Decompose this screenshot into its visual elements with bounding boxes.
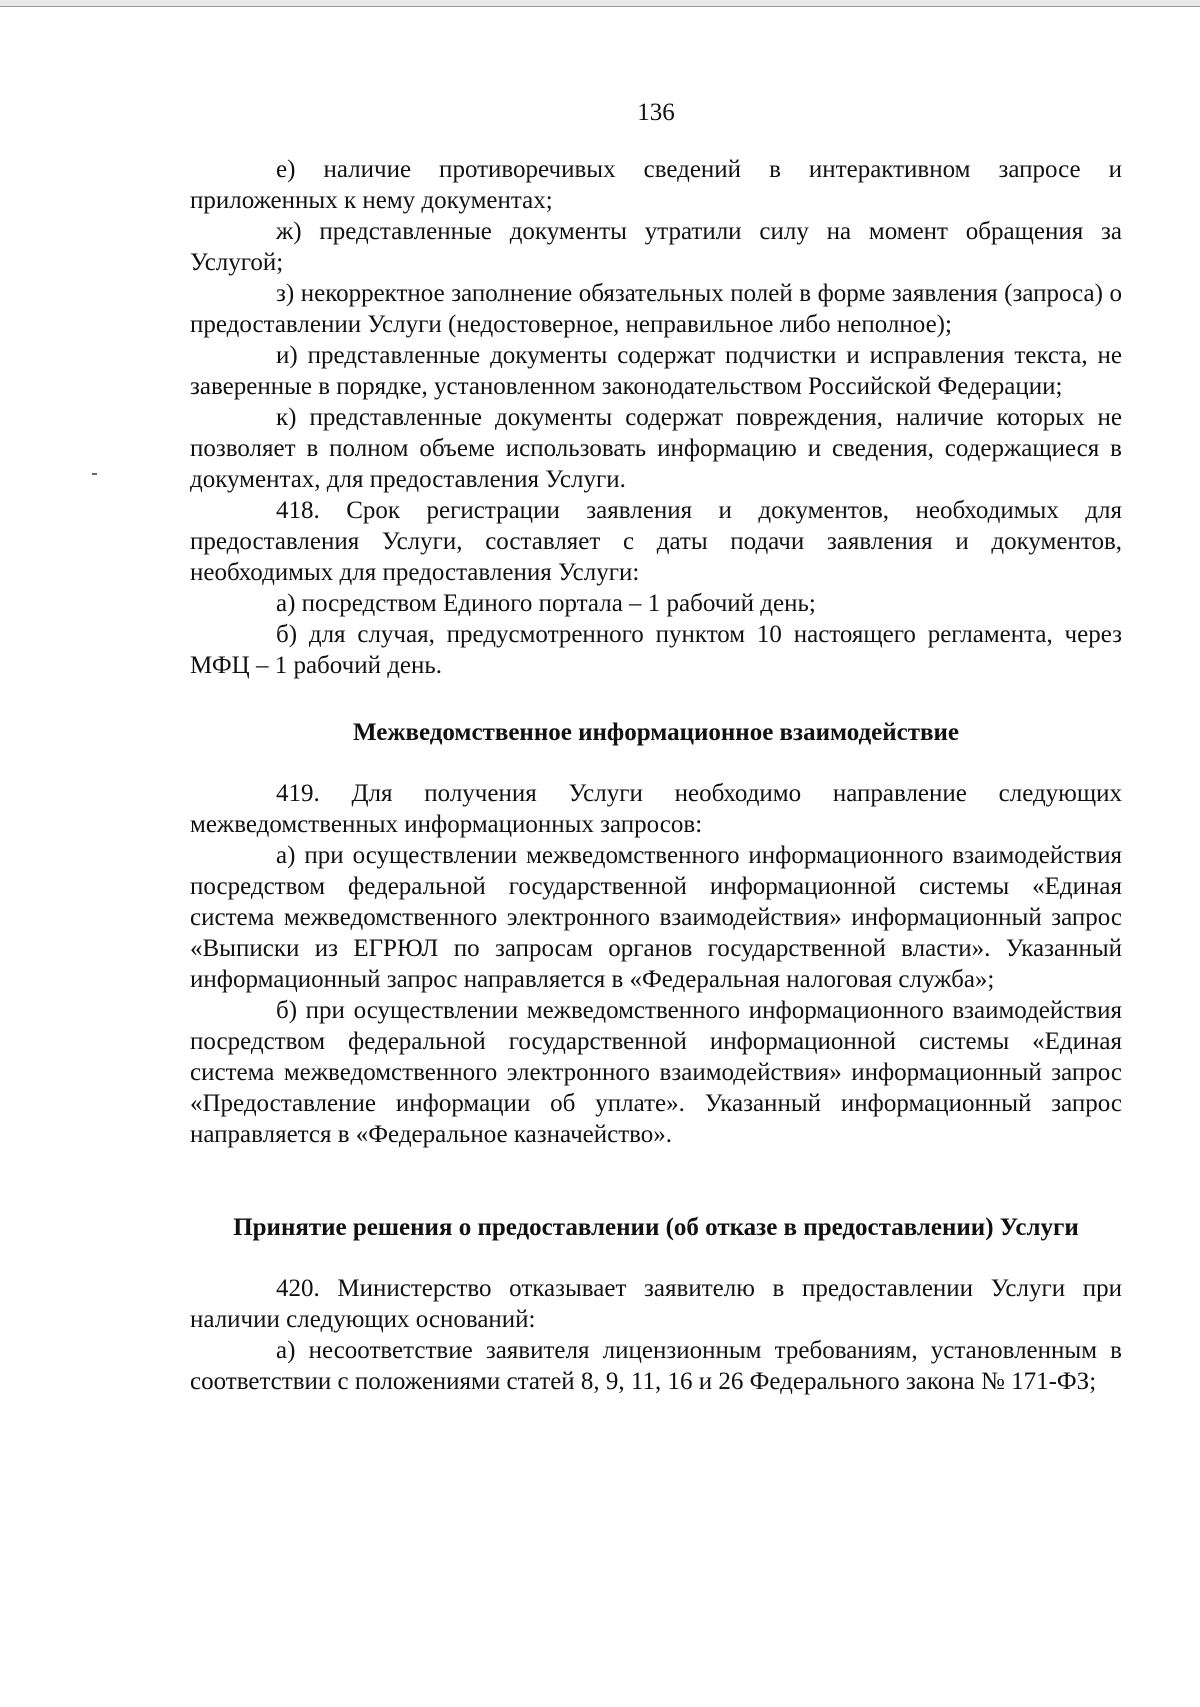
paragraph-420-a: а) несоответствие заявителя лицензионным требованиям, установленным в соответствии с положениями статей 8, 9, 11, 16 и 26 Федерального закона № 171-ФЗ; xyxy=(190,1337,1122,1395)
section-heading-decision: Принятие решения о предоставлении (об отказе в предоставлении) Услуги xyxy=(233,1214,1079,1241)
paragraph-419-b: б) при осуществлении межведомственного информационного взаимодействия посредством федеральной государственной информационной системы «Единая система межведомственного электронного взаимодействия» информационный запрос «Предоставление информации об уплате». Указанный информационный запрос направляется в «Федеральное казначейство». xyxy=(190,997,1122,1148)
spacer xyxy=(190,1150,1122,1212)
paragraph-418: 418. Срок регистрации заявления и документов, необходимых для предоставления Услуги, составляет с даты подачи заявления и документов, необходимых для предоставления Услуги: xyxy=(190,497,1122,586)
document-page xyxy=(190,96,1122,1397)
paragraph-item-z: з) некорректное заполнение обязательных полей в форме заявления (запроса) о предоставлении Услуги (недостоверное, неправильное либо неполное); xyxy=(190,280,1122,338)
paragraph-item-i: и) представленные документы содержат подчистки и исправления текста, не заверенные в порядке, установленном законодательством Российской Федерации; xyxy=(190,342,1122,400)
paragraph-419: 419. Для получения Услуги необходимо направление следующих межведомственных информационных запросов: xyxy=(190,780,1122,838)
paragraph-item-e: е) наличие противоречивых сведений в интерактивном запросе и приложенных к нему документах; xyxy=(190,156,1122,214)
scan-top-edge xyxy=(0,0,1200,7)
scan-margin-mark xyxy=(92,473,97,475)
paragraph-418-b: б) для случая, предусмотренного пунктом 10 настоящего регламента, через МФЦ – 1 рабочий день. xyxy=(190,621,1122,679)
spacer xyxy=(190,1243,1122,1273)
paragraph-item-zh: ж) представленные документы утратили силу на момент обращения за Услугой; xyxy=(190,218,1122,276)
spacer xyxy=(190,681,1122,717)
page-number: 136 xyxy=(637,99,675,126)
section-heading-interagency: Межведомственное информационное взаимодействие xyxy=(353,719,959,746)
paragraph-419-a: а) при осуществлении межведомственного информационного взаимодействия посредством федеральной государственной информационной системы «Единая система межведомственного электронного взаимодействия» информационный запрос «Выписки из ЕГРЮЛ по запросам органов государственной власти». Указанный информационный запрос направляется в «Федеральная налоговая служба»; xyxy=(190,842,1122,993)
paragraph-420: 420. Министерство отказывает заявителю в предоставлении Услуги при наличии следующих оснований: xyxy=(190,1275,1122,1333)
paragraph-item-k: к) представленные документы содержат повреждения, наличие которых не позволяет в полном объеме использовать информацию и сведения, содержащиеся в документах, для предоставления Услуги. xyxy=(190,404,1122,493)
spacer xyxy=(190,748,1122,778)
paragraph-418-a: а) посредством Единого портала – 1 рабочий день; xyxy=(276,590,816,617)
